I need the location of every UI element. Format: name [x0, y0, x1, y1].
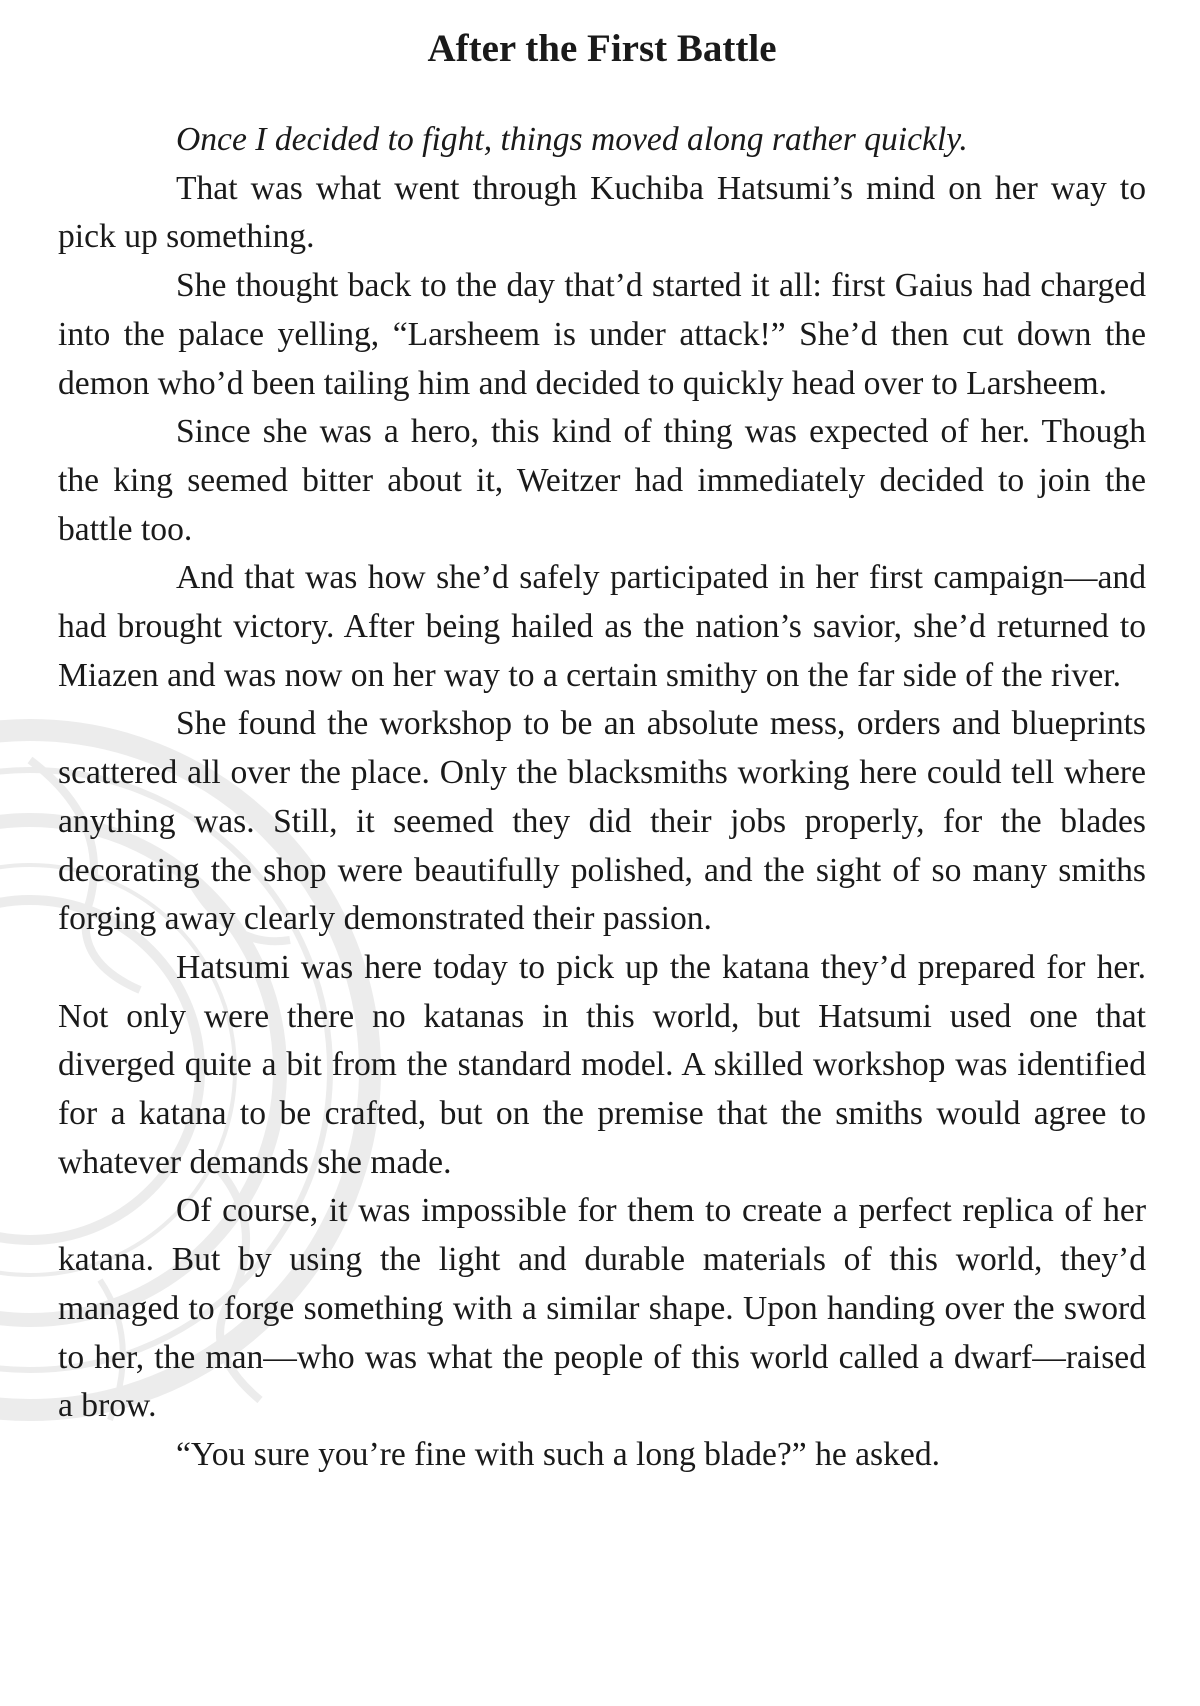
- paragraph-1: Once I decided to fight, things moved along rather quickly.: [176, 121, 968, 158]
- paragraph-4: Since she was a hero, this kind of thing was expected of her. Though the king seemed bitter about it, Weitzer had immediately decided to join the battle too.: [58, 413, 1146, 548]
- paragraph-3: She thought back to the day that’d started it all: first Gaius had charged into the palace yelling, “Larsheem is under attack!” She’d then cut down the demon who’d been tailing him and decided to quickly head over to Larsheem.: [58, 267, 1146, 402]
- page-content: [58, 0, 1146, 1480]
- paragraph-5: And that was how she’d safely participated in her first campaign—and had brought victory. After being hailed as the nation’s savior, she’d returned to Miazen and was now on her way to a certain smithy on the far side of the river.: [58, 559, 1146, 694]
- chapter-title: After the First Battle: [427, 27, 777, 70]
- paragraph-6: She found the workshop to be an absolute mess, orders and blueprints scattered all over the place. Only the blacksmiths working here could tell where anything was. Still, it seemed they did their jobs properly, for the blades decorating the shop were beautifully polished, and the sight of so many smiths forging away clearly demonstrated their passion.: [58, 705, 1146, 938]
- paragraph-9: “You sure you’re fine with such a long blade?” he asked.: [176, 1435, 940, 1473]
- paragraph-8: Of course, it was impossible for them to create a perfect replica of her katana. But by using the light and durable materials of this world, they’d managed to forge something with a similar shape. Upon handing over the sword to her, the man—who was what the people of this world called a dwarf—raised a brow.: [58, 1192, 1146, 1425]
- body-text: [58, 116, 1146, 1480]
- paragraph-7: Hatsumi was here today to pick up the katana they’d prepared for her. Not only were there no katanas in this world, but Hatsumi used one that diverged quite a bit from the standard model. A skilled workshop was identified for a katana to be crafted, but on the premise that the smiths would agree to whatever demands she made.: [58, 948, 1146, 1181]
- paragraph-2: That was what went through Kuchiba Hatsumi’s mind on her way to pick up something.: [58, 169, 1146, 256]
